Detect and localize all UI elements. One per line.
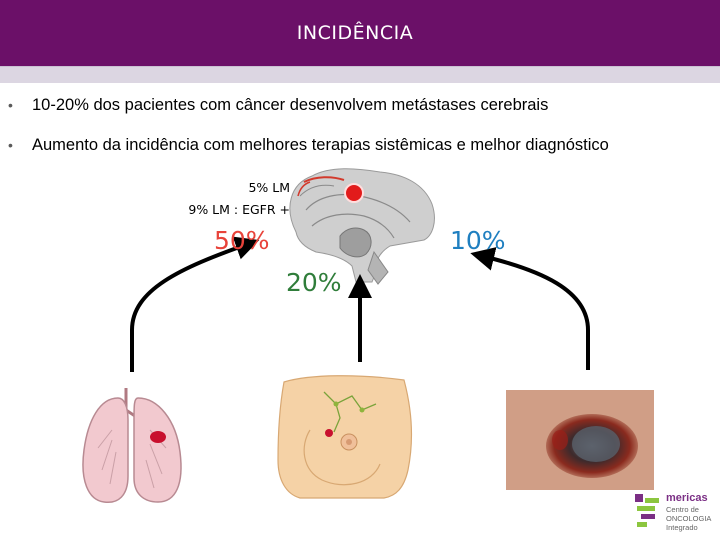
lm-line-2: 9% LM : EGFR + bbox=[188, 202, 290, 217]
logo-brand-text: mericas bbox=[666, 492, 708, 504]
americas-oncology-logo bbox=[633, 492, 717, 536]
bullet-text-2: Aumento da incidência com melhores terapias sistêmicas e melhor diagnóstico bbox=[32, 136, 609, 154]
logo-line-3: Integrado bbox=[666, 523, 698, 532]
melanoma-photo bbox=[506, 390, 654, 490]
breast-illustration bbox=[278, 376, 411, 498]
arrow-lung-to-brain bbox=[132, 244, 248, 372]
bullet-text-1: 10-20% dos pacientes com câncer desenvolvem metástases cerebrais bbox=[32, 96, 549, 114]
pct-melanoma: 10% bbox=[450, 226, 506, 255]
lungs-illustration bbox=[83, 388, 181, 502]
breast-tumor bbox=[325, 429, 333, 437]
lung-tumor bbox=[150, 431, 166, 443]
logo-mark-icon bbox=[633, 492, 665, 536]
bullet-dot-icon: • bbox=[8, 97, 13, 113]
pct-lung: 50% bbox=[214, 226, 270, 255]
pct-breast: 20% bbox=[286, 268, 342, 297]
slide-title: INCIDÊNCIA bbox=[296, 22, 414, 44]
arrow-melanoma-to-brain bbox=[482, 256, 588, 370]
lm-line-1: 5% LM bbox=[248, 180, 290, 195]
logo-line-1: Centro de bbox=[666, 505, 699, 514]
brain-metastasis-lesion bbox=[345, 184, 363, 202]
bullet-dot-icon: • bbox=[8, 137, 13, 153]
logo-line-2: ONCOLOGIA bbox=[666, 514, 712, 523]
brain-illustration bbox=[290, 169, 435, 284]
